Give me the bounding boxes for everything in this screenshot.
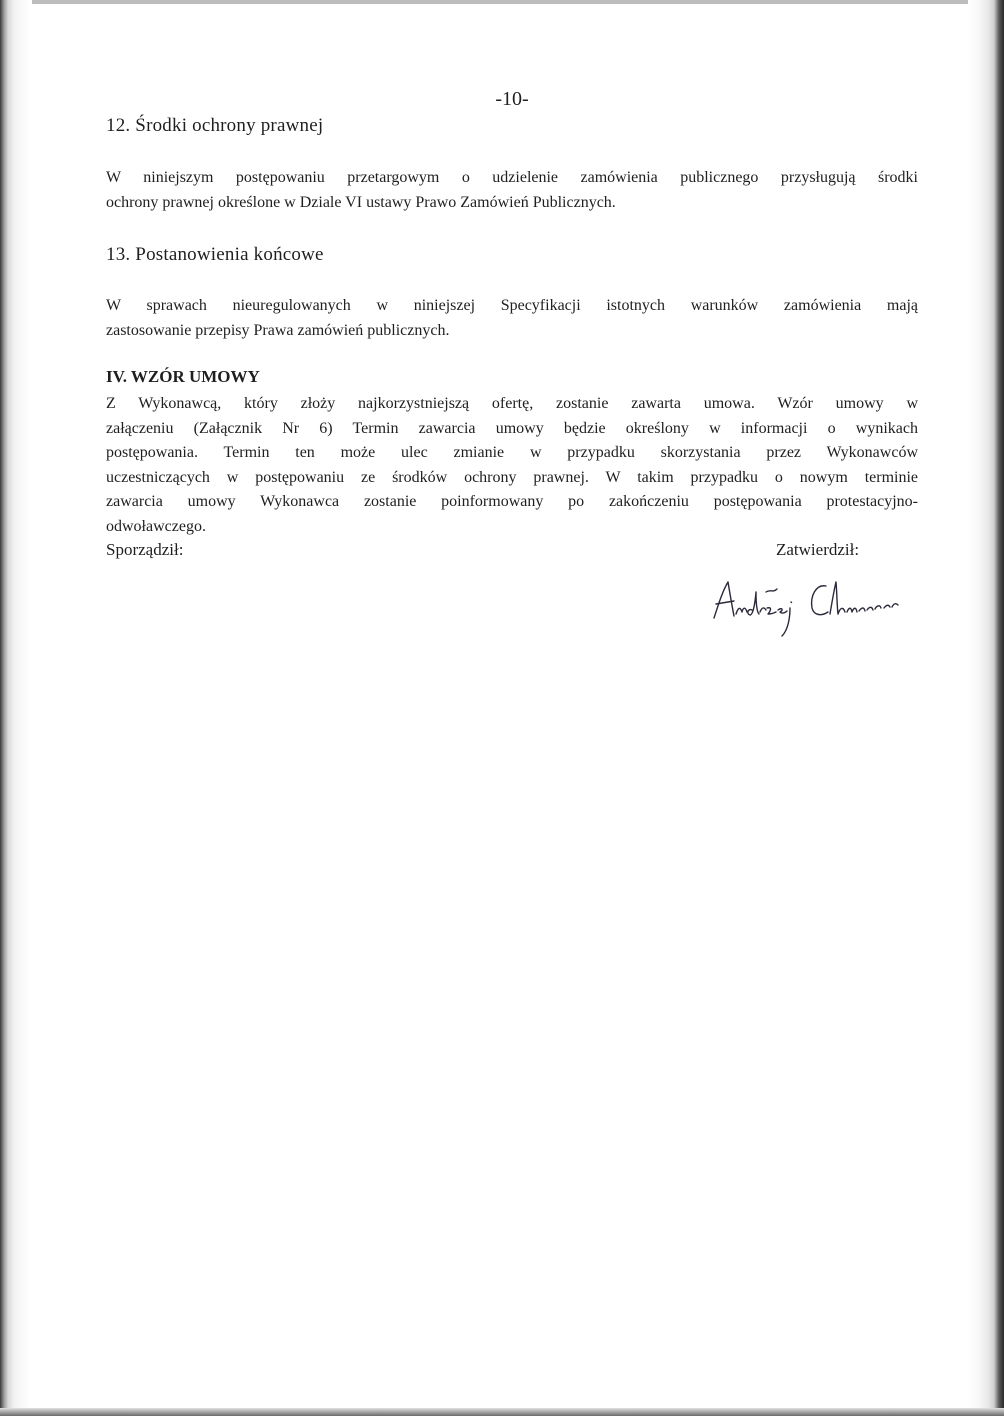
section-13-line-2: zastosowanie przepisy Prawa zamówień publicznych. — [106, 321, 450, 339]
section-12-line-1: W niniejszym postępowaniu przetargowym o udzielenie zamówienia publicznego przysługują środki — [106, 169, 918, 186]
section-iv-line-5: zawarcia umowy Wykonawca zostanie poinformowany po zakończeniu postępowania protestacyjno- — [106, 493, 918, 510]
approved-by-label: Zatwierdził: — [776, 540, 860, 559]
page-number: -10- — [495, 88, 529, 110]
section-12-heading: 12. Środki ochrony prawnej — [106, 115, 324, 136]
handwritten-signature — [700, 574, 960, 654]
section-13-line-1: W sprawach nieuregulowanych w niniejszej Specyfikacji istotnych warunków zamówienia mają — [106, 297, 918, 314]
section-iv-line-2: załączeniu (Załącznik Nr 6) Termin zawarcia umowy będzie określony w informacji o wynikach — [106, 419, 918, 437]
scan-edge-left — [0, 0, 32, 1416]
scan-edge-bottom — [0, 1408, 1004, 1416]
scan-edge-right — [968, 0, 1004, 1416]
section-iv-line-4: uczestniczących w postępowaniu ze środków ochrony prawnej. W takim przypadku o nowym terminie — [106, 468, 918, 486]
section-iv-line-3: postępowania. Termin ten może ulec zmianie w przypadku skorzystania przez Wykonawców — [106, 444, 918, 461]
section-12-line-2: ochrony prawnej określone w Dziale VI ustawy Prawo Zamówień Publicznych. — [106, 193, 616, 211]
scan-edge-top — [0, 0, 1004, 4]
prepared-by-label: Sporządził: — [106, 540, 184, 559]
section-iv-heading: IV. WZÓR UMOWY — [106, 367, 260, 386]
section-13-paragraph — [106, 294, 918, 343]
section-iv-paragraph — [106, 392, 918, 539]
section-iv-line-1: Z Wykonawcą, który złoży najkorzystniejszą ofertę, zostanie zawarta umowa. Wzór umowy w — [106, 395, 918, 412]
section-13-heading: 13. Postanowienia końcowe — [106, 244, 324, 265]
section-iv-line-6: odwoławczego. — [106, 517, 206, 535]
section-12-paragraph — [106, 166, 918, 215]
